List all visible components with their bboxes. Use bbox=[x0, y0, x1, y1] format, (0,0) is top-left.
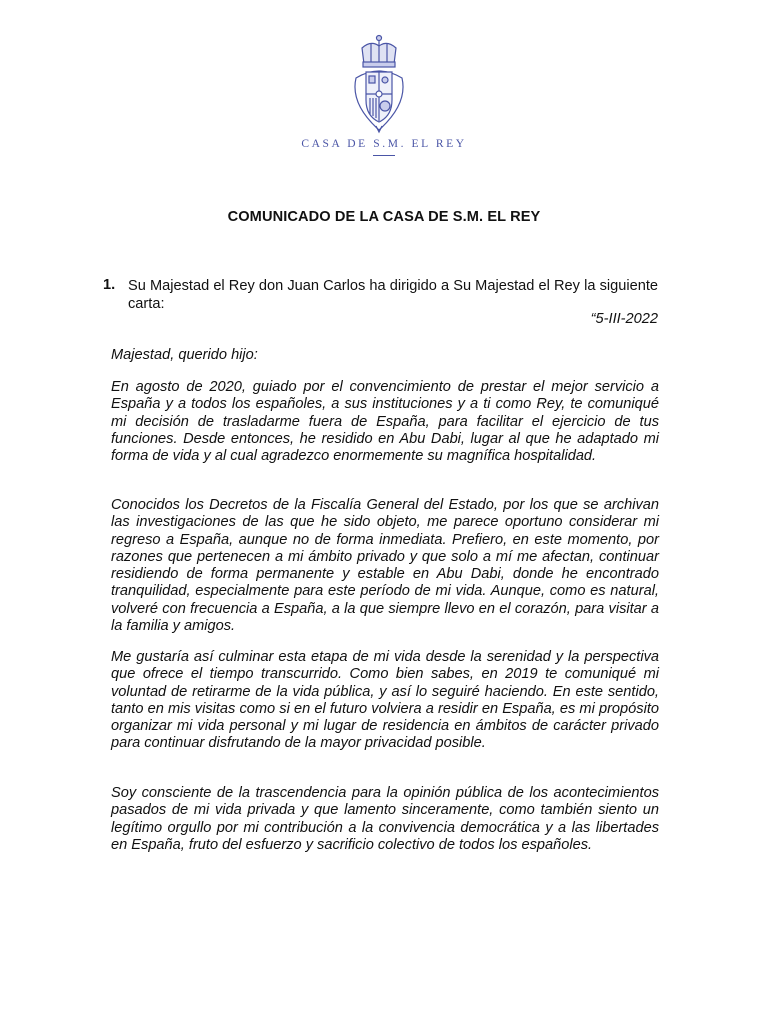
letter-salutation: Majestad, querido hijo: bbox=[111, 347, 258, 363]
letter-paragraph: Me gustaría así culminar esta etapa de mi vida desde la serenidad y la perspectiva que ofrece el tiempo transcurrido. Como bien sabes, en 2019 te comuniqué mi voluntad de retirarme de la vida pública, y así lo seguiré haciendo. En este sentido, tanto en mis visitas como si en el futuro volviera a residir en España, es mi propósito organizar mi vida personal y mi lugar de residencia en ámbitos de carácter privado para continuar disfrutando de la mayor privacidad posible. bbox=[111, 649, 659, 752]
document-title: COMUNICADO DE LA CASA DE S.M. EL REY bbox=[227, 209, 541, 225]
letter-paragraph: En agosto de 2020, guiado por el convencimiento de prestar el mejor servicio a España y a todos los españoles, a sus instituciones y a ti como Rey, te comuniqué mi decisión de trasladarme fuera de España, para facilitar el ejercicio de tus funciones. Desde entonces, he residido en Abu Dabi, lugar al que he adaptado mi forma de vida y al cual agradezco enormemente su magnífica hospitalidad. bbox=[111, 379, 659, 465]
intro-text: Su Majestad el Rey don Juan Carlos ha dirigido a Su Majestad el Rey la siguiente carta: bbox=[128, 278, 658, 312]
letter-date: “5-III-2022 bbox=[590, 311, 658, 327]
letter-paragraph: Soy consciente de la trascendencia para la opinión pública de los acontecimientos pasados de mi vida privada y que lamento sinceramente, como también siento un legítimo orgullo por mi contribución a la convivencia democrática y a las libertades en España, fruto del esfuerzo y sacrificio colectivo de todos los españoles. bbox=[111, 785, 659, 853]
item-number: 1. bbox=[103, 277, 116, 293]
letter-paragraph: Conocidos los Decretos de la Fiscalía General del Estado, por los que se archivan las investigaciones de las que he sido objeto, me parece oportuno considerar mi regreso a España, aunque no de forma inmediata. Prefiero, en este momento, por razones que pertenecen a mi ámbito privado y que solo a mí me afectan, continuar residiendo de forma permanente y estable en Abu Dabi, donde he encontrado tranquilidad, especialmente para este período de mi vida. Aunque, como es natural, volveré con frecuencia a España, a la que siempre llevo en el corazón, para visitar a la familia y amigos. bbox=[111, 497, 659, 635]
royal-coat-of-arms-icon bbox=[344, 34, 414, 134]
header-divider bbox=[373, 155, 395, 156]
institution-name: CASA DE S.M. EL REY bbox=[301, 138, 467, 150]
